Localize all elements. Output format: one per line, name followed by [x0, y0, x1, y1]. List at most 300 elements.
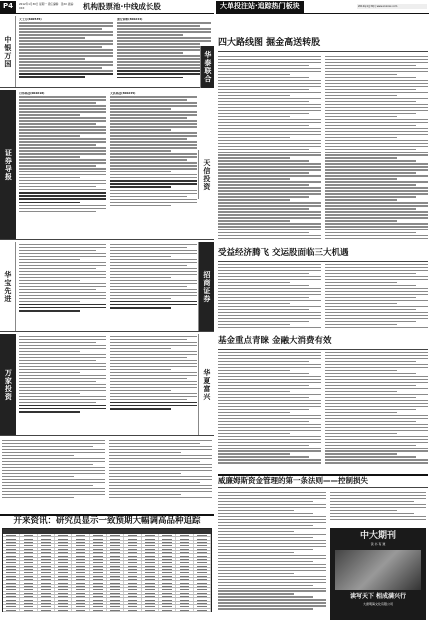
table-cell [159, 544, 176, 546]
table-cell [124, 609, 141, 611]
table-cell [194, 592, 211, 594]
text-line [325, 92, 428, 93]
text-line [218, 196, 309, 197]
table-cell [142, 598, 159, 600]
article-2-body [218, 264, 428, 334]
table-cell [55, 534, 72, 536]
text-line [218, 442, 321, 443]
text-line [325, 163, 428, 164]
stock-heading-2: 天玑科技(300245) [110, 92, 136, 95]
table-cell [124, 554, 141, 556]
text-line [218, 579, 326, 580]
text-line [218, 546, 326, 547]
table-cell [38, 592, 55, 594]
text-line [325, 376, 428, 377]
text-line [218, 303, 290, 304]
text-line [218, 92, 321, 93]
text-line [218, 492, 326, 493]
table-cell [38, 537, 55, 539]
advertisement[interactable] [330, 528, 426, 620]
text-line [218, 77, 309, 78]
table-cell [142, 588, 159, 590]
table-cell [38, 568, 55, 570]
table-cell [176, 544, 193, 546]
table-cell [3, 568, 20, 570]
text-line [218, 495, 326, 496]
text-line [325, 385, 416, 386]
text-line [325, 238, 428, 239]
table-cell [3, 561, 20, 563]
text-line [325, 397, 416, 398]
text-line [325, 421, 416, 422]
table-cell [90, 551, 107, 553]
text-line [325, 427, 428, 428]
block-tag-right: 华夏富兴 [198, 334, 214, 435]
text-line [218, 462, 321, 463]
text-line [218, 605, 326, 606]
text-line [325, 193, 428, 194]
table-cell [176, 575, 193, 577]
table-cell [90, 575, 107, 577]
text-line [325, 157, 397, 158]
text-line [325, 288, 428, 289]
table-cell [124, 565, 141, 567]
text-line [325, 276, 428, 277]
text-line [325, 134, 428, 135]
text-line [218, 309, 309, 310]
text-line [325, 370, 397, 371]
table-cell [90, 541, 107, 543]
table-cell [142, 568, 159, 570]
text-line [218, 385, 309, 386]
text-line [325, 140, 428, 141]
text-line [218, 208, 309, 209]
table-cell [38, 558, 55, 560]
table-cell [176, 578, 193, 580]
text-line [218, 391, 290, 392]
text-line [218, 134, 321, 135]
table-cell [90, 561, 107, 563]
text-line [325, 448, 428, 449]
table-cell [3, 578, 20, 580]
block-zhengquan [0, 90, 214, 240]
text-line [325, 146, 428, 147]
table-cell [107, 595, 124, 597]
text-line [218, 65, 309, 66]
block-body [19, 336, 197, 434]
table-cell [20, 588, 37, 590]
text-line [325, 358, 428, 359]
table-cell [90, 534, 107, 536]
table-cell [194, 575, 211, 577]
table-cell [194, 595, 211, 597]
text-line [325, 107, 428, 108]
article-2-title: 受益经济腾飞 交运股面临三大机遇 [218, 248, 428, 262]
table-cell [3, 544, 20, 546]
text-line [330, 501, 414, 502]
text-line [218, 459, 321, 460]
text-line [218, 74, 290, 75]
text-line [218, 513, 313, 514]
text-line [325, 391, 397, 392]
text-line [325, 62, 428, 63]
text-line [218, 588, 326, 589]
table-cell [176, 581, 193, 583]
table-cell [194, 605, 211, 607]
table-cell [142, 571, 159, 573]
text-line [325, 462, 428, 463]
text-line [325, 379, 428, 380]
table-cell [72, 554, 89, 556]
table-cell [194, 541, 211, 543]
table-cell [38, 578, 55, 580]
table-cell [176, 588, 193, 590]
table-cell [107, 602, 124, 604]
text-line [330, 516, 426, 517]
table-cell [194, 558, 211, 560]
text-line [325, 367, 428, 368]
text-line [325, 279, 428, 280]
block-tag: 中银万国 [0, 16, 16, 87]
table-cell [38, 534, 55, 536]
table-cell [194, 548, 211, 550]
text-line [325, 101, 416, 102]
text-line [325, 403, 428, 404]
table-cell [3, 609, 20, 611]
table-cell [142, 578, 159, 580]
table-cell [90, 609, 107, 611]
text-line [325, 208, 416, 209]
table-cell [124, 598, 141, 600]
table-cell [107, 534, 124, 536]
text-line [325, 235, 428, 236]
table-cell [55, 551, 72, 553]
table-cell [176, 602, 193, 604]
text-line [218, 573, 294, 574]
table-cell [107, 568, 124, 570]
table-cell [124, 568, 141, 570]
table-cell [90, 544, 107, 546]
text-line [218, 169, 321, 170]
text-line [218, 418, 321, 419]
text-line [325, 116, 397, 117]
table-cell [55, 565, 72, 567]
text-line [218, 436, 321, 437]
table-cell [3, 554, 20, 556]
table-cell [72, 541, 89, 543]
table-cell [124, 585, 141, 587]
table-cell [72, 585, 89, 587]
text-line [218, 137, 290, 138]
table-cell [72, 551, 89, 553]
table-cell [55, 571, 72, 573]
text-line [325, 318, 428, 319]
table-cell [55, 558, 72, 560]
table-cell [194, 565, 211, 567]
text-line [218, 397, 309, 398]
table-cell [20, 592, 37, 594]
text-line [325, 65, 416, 66]
table-cell [55, 554, 72, 556]
table-cell [38, 581, 55, 583]
text-line [325, 137, 397, 138]
table-cell [159, 537, 176, 539]
text-line [218, 125, 309, 126]
table-cell [142, 558, 159, 560]
text-line [218, 504, 326, 505]
text-line [218, 178, 290, 179]
table-cell [176, 541, 193, 543]
table-cell [176, 568, 193, 570]
table-cell [20, 571, 37, 573]
text-line [325, 445, 416, 446]
text-line [218, 324, 290, 325]
text-line [218, 561, 313, 562]
table-cell [107, 581, 124, 583]
text-line [218, 193, 321, 194]
article-3-title: 基金重点青睐 金融大消费有效 [218, 336, 428, 350]
text-line [218, 370, 290, 371]
table-cell [38, 598, 55, 600]
table-cell [3, 541, 20, 543]
text-line [218, 376, 321, 377]
text-line [325, 169, 428, 170]
article-4-body [218, 492, 326, 620]
text-line [218, 570, 326, 571]
table-cell [38, 565, 55, 567]
text-line [218, 288, 321, 289]
text-line [330, 498, 426, 499]
right-issue-meta: 2012年1月30日 www.xxxxxx.com [357, 4, 427, 9]
table-cell [107, 585, 124, 587]
issue-meta: 2012年1月30日 星期一 责任编辑：张XX 美编：XXX [19, 3, 76, 10]
text-line [218, 364, 321, 365]
text-line [218, 430, 321, 431]
table-cell [90, 588, 107, 590]
text-line [325, 83, 428, 84]
table-cell [90, 602, 107, 604]
table-cell [90, 598, 107, 600]
text-line [218, 406, 321, 407]
table-cell [20, 554, 37, 556]
table-cell [194, 568, 211, 570]
table-cell [55, 548, 72, 550]
text-line [218, 318, 321, 319]
table-cell [159, 554, 176, 556]
text-line [325, 352, 428, 353]
text-line [218, 273, 309, 274]
text-line [325, 309, 416, 310]
text-line [330, 492, 426, 493]
text-line [325, 202, 428, 203]
table-cell [3, 585, 20, 587]
text-line [325, 312, 428, 313]
text-line [325, 415, 428, 416]
table-cell [124, 571, 141, 573]
table-cell [194, 578, 211, 580]
text-line [218, 68, 321, 69]
table-cell [72, 534, 89, 536]
table-cell [72, 605, 89, 607]
text-line [218, 149, 309, 150]
text-line [218, 59, 321, 60]
text-line [325, 294, 428, 295]
text-line [325, 409, 416, 410]
table-cell [55, 609, 72, 611]
text-line [330, 513, 414, 514]
text-line [325, 361, 416, 362]
table-cell [124, 534, 141, 536]
text-line [218, 355, 321, 356]
text-line [325, 181, 428, 182]
text-line [218, 448, 321, 449]
text-line [325, 128, 428, 129]
text-line [218, 501, 313, 502]
text-line [218, 267, 321, 268]
table-cell [142, 541, 159, 543]
table-cell [194, 544, 211, 546]
table-cell [38, 554, 55, 556]
text-line [325, 68, 428, 69]
table-cell [124, 592, 141, 594]
table-cell [38, 595, 55, 597]
table-cell [3, 565, 20, 567]
table-cell [3, 534, 20, 536]
right-section-title: 大单投注站·追踪热门板块 [216, 1, 304, 13]
text-line [330, 510, 397, 511]
text-line [325, 77, 416, 78]
table-cell [55, 541, 72, 543]
text-line [218, 596, 313, 597]
text-line [218, 421, 309, 422]
text-line [218, 163, 321, 164]
table-cell [142, 554, 159, 556]
text-line [218, 424, 321, 425]
text-line [218, 367, 321, 368]
table-cell [124, 551, 141, 553]
text-line [325, 291, 428, 292]
table-cell [176, 605, 193, 607]
text-line [325, 95, 397, 96]
table-cell [38, 605, 55, 607]
text-line [218, 590, 326, 591]
table-cell [159, 558, 176, 560]
text-line [218, 456, 309, 457]
table-cell [176, 585, 193, 587]
table-cell [159, 541, 176, 543]
text-line [218, 279, 321, 280]
text-line [218, 110, 321, 111]
table-cell [194, 581, 211, 583]
text-line [218, 507, 326, 508]
text-line [325, 226, 428, 227]
text-line [325, 453, 397, 454]
text-line [325, 160, 416, 161]
text-line [218, 291, 321, 292]
article-4-body-2 [330, 492, 426, 526]
text-line [218, 537, 313, 538]
stock-heading-2: 迪安诊断(300244) [117, 18, 143, 21]
block-tag: 华宝先进 [0, 242, 16, 331]
text-line [218, 101, 309, 102]
text-line [325, 125, 416, 126]
table-cell [90, 571, 107, 573]
table-cell [38, 609, 55, 611]
text-line [218, 294, 321, 295]
text-line [330, 504, 426, 505]
text-line [218, 312, 321, 313]
table-cell [142, 575, 159, 577]
text-line [218, 427, 321, 428]
table-cell [159, 595, 176, 597]
text-line [325, 217, 428, 218]
text-line [218, 564, 326, 565]
text-line [325, 424, 428, 425]
table-cell [20, 568, 37, 570]
text-line [218, 83, 321, 84]
table-cell [55, 585, 72, 587]
table-cell [72, 578, 89, 580]
text-line [325, 273, 416, 274]
text-line [218, 555, 326, 556]
table-cell [176, 592, 193, 594]
table-cell [20, 544, 37, 546]
text-line [218, 534, 326, 535]
table-cell [159, 578, 176, 580]
text-line [218, 285, 309, 286]
text-line [218, 382, 321, 383]
table-cell [38, 551, 55, 553]
text-line [218, 327, 321, 328]
table-cell [124, 605, 141, 607]
table-cell [3, 548, 20, 550]
text-line [325, 184, 416, 185]
text-line [330, 507, 426, 508]
text-line [218, 229, 321, 230]
block-tag: 证券导报 [0, 90, 16, 239]
text-line [325, 459, 428, 460]
text-line [218, 608, 313, 609]
text-line [218, 71, 321, 72]
table-cell [124, 575, 141, 577]
text-line [218, 582, 326, 583]
text-line [218, 450, 321, 451]
table-cell [159, 592, 176, 594]
table-cell [194, 588, 211, 590]
table-cell [107, 565, 124, 567]
text-line [218, 445, 309, 446]
table-cell [124, 548, 141, 550]
table-cell [3, 602, 20, 604]
text-line [325, 456, 416, 457]
text-line [218, 104, 321, 105]
table-cell [159, 581, 176, 583]
table-cell [142, 585, 159, 587]
left-page-title: 机构股票池·中线成长股 [83, 1, 161, 11]
table-cell [72, 548, 89, 550]
text-line [330, 519, 426, 520]
text-line [218, 202, 321, 203]
table-cell [159, 561, 176, 563]
text-line [218, 522, 326, 523]
text-line [218, 409, 309, 410]
text-line [325, 223, 428, 224]
text-line [218, 315, 321, 316]
text-line [325, 178, 397, 179]
text-line [218, 412, 290, 413]
text-line [325, 418, 428, 419]
text-line [218, 146, 321, 147]
